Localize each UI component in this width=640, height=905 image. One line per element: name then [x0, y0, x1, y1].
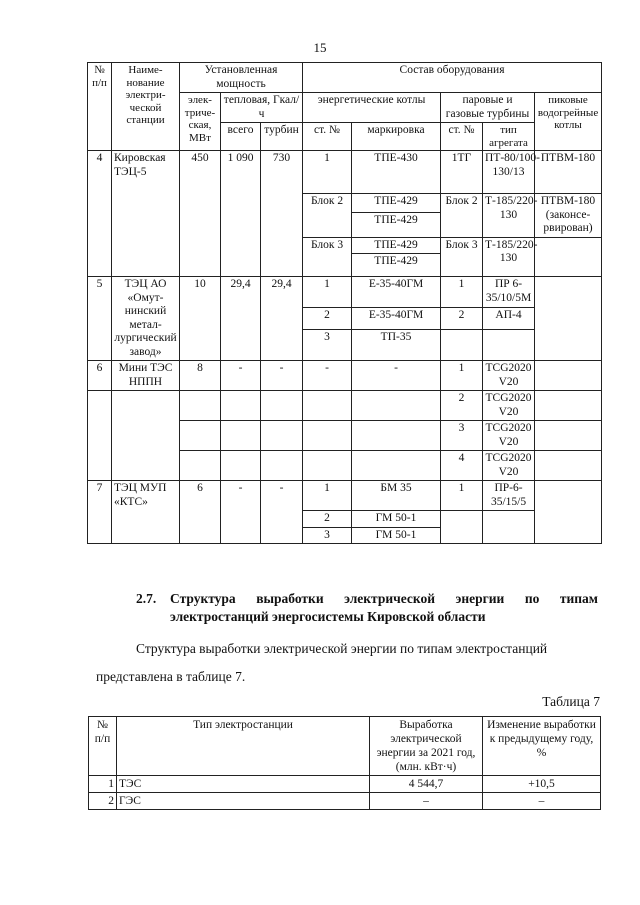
- table-caption: Таблица 7: [542, 694, 600, 709]
- table-row: Блок 3 ТПЕ-429 Блок 3 Т-185/220-130: [88, 237, 602, 254]
- table-row: 4 TCG2020 V20: [88, 451, 602, 481]
- paragraph-line-2: представлена в таблице 7.: [96, 669, 246, 684]
- col-change: Изменение выработки к предыдущему году, %: [483, 717, 601, 776]
- col-output: Выработка электрической энергии за 2021 год, (млн. кВт·ч): [370, 717, 483, 776]
- page-number: 15: [313, 40, 327, 55]
- table-row: 4 Кировская ТЭЦ-5 450 1 090 730 1 ТПЕ-430 1ТГ ПТ-80/100-130/13 ПТВМ-180: [88, 151, 602, 194]
- col-installed-power: Установленная мощность: [180, 63, 303, 93]
- table-row: 2 ГМ 50-1: [88, 511, 602, 528]
- col-unit-type: тип агрегата: [483, 123, 535, 151]
- section-title: Структура выработки электрической энергии по типам электростанций энергосистемы Кировской области: [170, 591, 598, 624]
- table-row: 3 TCG2020 V20: [88, 421, 602, 451]
- table-row: 3 ТП-35: [88, 330, 602, 361]
- table-row: 1 ТЭС 4 544,7 +10,5: [89, 776, 601, 793]
- table-row: 2 TCG2020 V20: [88, 391, 602, 421]
- table-row: 2 Е-35-40ГМ 2 АП-4: [88, 308, 602, 330]
- col-name: Наиме- нование электри- ческой станции: [112, 63, 180, 151]
- col-peak-boilers: пиковые водогрейные котлы: [535, 93, 602, 151]
- col-num: № п/п: [89, 717, 117, 776]
- generation-table: [88, 716, 601, 810]
- table-row: ТПЕ-429: [88, 212, 602, 237]
- table-row: ТПЕ-429: [88, 254, 602, 277]
- col-composition: Состав оборудования: [303, 63, 602, 93]
- section-number: 2.7.: [136, 591, 157, 606]
- col-turbines: паровые и газовые турбины: [441, 93, 535, 123]
- col-total: всего: [221, 123, 261, 151]
- col-boiler-st: ст. №: [303, 123, 352, 151]
- table-row: 3 ГМ 50-1: [88, 527, 602, 544]
- col-thermal: тепловая, Гкал/ч: [221, 93, 303, 123]
- table-row: 2 ГЭС – –: [89, 793, 601, 810]
- table-row: 6 Мини ТЭС НППН 8 - - - - 1 TCG2020 V20: [88, 361, 602, 391]
- table-row: Блок 2 ТПЕ-429 Блок 2 Т-185/220-130 ПТВМ-180 (законсе- рвирован): [88, 194, 602, 213]
- equipment-table: [87, 62, 602, 544]
- col-num: № п/п: [88, 63, 112, 151]
- col-electric: элек- триче- ская, МВт: [180, 93, 221, 151]
- col-turbine-st: ст. №: [441, 123, 483, 151]
- col-turbine: турбин: [261, 123, 303, 151]
- paragraph-line-1: Структура выработки электрической энергии по типам электростанций: [136, 641, 548, 656]
- table-row: 5 ТЭЦ АО «Омут- нинский метал- лургический завод» 10 29,4 29,4 1 Е-35-40ГМ 1 ПР 6-35/10/5М: [88, 277, 602, 308]
- table-row: 7 ТЭЦ МУП «КТС» 6 - - 1 БМ 35 1 ПР-6-35/15/5: [88, 481, 602, 511]
- col-type: Тип электростанции: [117, 717, 370, 776]
- col-energy-boilers: энергетические котлы: [303, 93, 441, 123]
- col-marking: маркировка: [352, 123, 441, 151]
- section-heading: [136, 590, 598, 626]
